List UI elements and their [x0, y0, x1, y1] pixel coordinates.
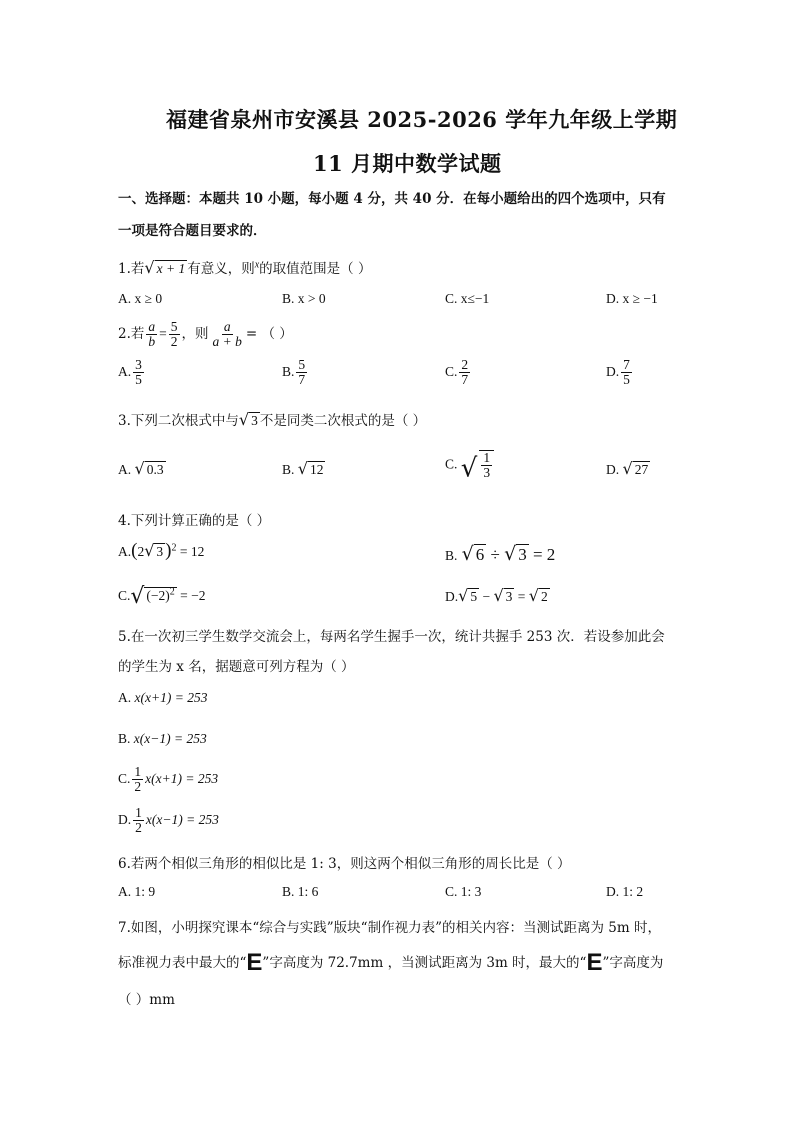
q3-radicand: 3 — [251, 413, 258, 428]
q2-option-c[interactable] — [445, 358, 472, 387]
q4-option-d-radicand-1: 5 — [470, 589, 478, 604]
q4-option-c-rhs: = −2 — [180, 588, 206, 603]
q3-option-a-radicand: 0.3 — [146, 462, 164, 477]
page-title-line2: 11 月期中数学试题 — [313, 151, 502, 176]
question-3: 3.下列二次根式中与√ 3 不是同类二次根式的是（ ） — [118, 410, 427, 429]
q2-option-b-label: B. — [282, 363, 295, 379]
q2-frac2-num: 5 — [170, 319, 178, 334]
q5-option-c-label: C. — [118, 770, 131, 786]
question-7-line3: （ ）mm — [118, 992, 175, 1008]
question-6: 6.若两个相似三角形的相似比是 1: 3，则这两个相似三角形的周长比是（ ） — [118, 856, 571, 872]
question-1 — [118, 257, 371, 277]
q4-option-d-op: − — [482, 589, 491, 604]
q1-radicand: x + 1 — [156, 261, 186, 276]
q1-suffix: 的取值范围是（ ） — [259, 261, 372, 277]
q3-suffix: 不是同类二次根式的是（ ） — [259, 413, 427, 429]
q2-option-b[interactable] — [282, 358, 309, 387]
q4-option-a-radicand: 3 — [156, 544, 164, 559]
q2-frac2-den: 2 — [170, 334, 178, 350]
q3-option-d-label: D. — [606, 462, 620, 477]
q2-option-d-den: 5 — [623, 372, 630, 388]
q2-suffix: = （ ） — [245, 326, 293, 343]
question-4: 4.下列计算正确的是（ ） — [118, 513, 271, 529]
q4-option-d-radicand-3: 2 — [540, 589, 548, 604]
q4-option-a-label: A. — [118, 544, 132, 559]
q6-option-a[interactable]: A. 1: 9 — [118, 884, 156, 899]
question-7-line1: 7.如图，小明探究课本“综合与实践”版块“制作视力表”的相关内容：当测试距离为 5m 时， — [118, 920, 661, 936]
q5-option-a-expr: x(x+1) = 253 — [134, 690, 208, 705]
q3-option-c-num: 1 — [483, 450, 491, 465]
q5-option-d-label: D. — [118, 811, 132, 827]
question-5-line2: 的学生为 x 名，据题意可列方程为（ ） — [118, 659, 355, 675]
q1-mid: 有意义，则 — [187, 261, 255, 277]
q2-option-c-label: C. — [445, 363, 458, 379]
q2-option-a[interactable] — [118, 358, 146, 387]
q4-option-d[interactable]: D.√ 5 − √ 3 = √ 2 — [445, 586, 548, 605]
q2-option-a-den: 5 — [135, 372, 142, 388]
q2-frac1-den: b — [148, 334, 156, 350]
q7-line2-b: ”字高度为 72.7mm ，当测试距离为 3m 时，最大的“ — [262, 955, 587, 971]
q4-option-c[interactable]: C.√ $(-2)^2 = -2$ — [118, 584, 206, 609]
q2-option-c-den: 7 — [461, 372, 469, 388]
q5-option-d-expr: x(x−1) = 253 — [145, 811, 219, 827]
q2-option-c-num: 2 — [461, 357, 469, 372]
q2-option-b-den: 7 — [298, 372, 306, 388]
q6-option-c[interactable]: C. 1: 3 — [445, 884, 482, 899]
q6-option-b[interactable]: B. 1: 6 — [282, 884, 319, 899]
q4-option-b-radicand-1: 6 — [475, 545, 485, 564]
q4-option-d-radicand-2: 3 — [505, 589, 513, 604]
q2-option-a-num: 3 — [135, 357, 142, 372]
e-letter-icon: E — [246, 949, 263, 976]
q2-option-b-num: 5 — [298, 357, 306, 372]
q4-option-a-exp: 2 — [171, 542, 177, 554]
q4-option-c-label: C. — [118, 588, 131, 603]
q5-option-b-label: B. — [118, 731, 131, 746]
q3-option-a-label: A. — [118, 462, 132, 477]
q4-option-b[interactable]: B. √ 6 ÷ √ 3 = 2 — [445, 543, 556, 565]
q1-sqrt: √ x + 1 — [144, 258, 186, 277]
q1-option-b[interactable]: B. x > 0 — [282, 291, 326, 306]
q2-option-a-label: A. — [118, 363, 132, 379]
q2-eq: = — [159, 326, 167, 342]
q4-option-b-radicand-2: 3 — [518, 545, 527, 564]
q3-option-b-radicand: 12 — [309, 462, 324, 477]
q5-option-c-expr: x(x+1) = 253 — [145, 770, 219, 786]
q5-option-a-label: A. — [118, 690, 132, 705]
q5-option-c-den: 2 — [134, 779, 142, 795]
q5-option-b-expr: x(x−1) = 253 — [133, 731, 207, 746]
q6-option-d[interactable]: D. 1: 2 — [606, 884, 644, 899]
section-heading-line2: 一项是符合题目要求的． — [118, 223, 267, 239]
q3-option-d[interactable]: D. √ 27 — [606, 459, 649, 478]
q4-option-b-label: B. — [445, 548, 458, 563]
q1-var: x — [254, 259, 260, 271]
q2-option-d[interactable] — [606, 358, 634, 387]
q5-option-b[interactable] — [118, 731, 207, 747]
q4-option-a-rhs: = 12 — [179, 544, 205, 559]
q3-option-b-label: B. — [282, 462, 295, 477]
q4-option-b-rhs: = 2 — [532, 545, 556, 564]
q3-option-c-den: 3 — [483, 465, 491, 481]
e-letter-icon-2: E — [586, 949, 603, 976]
question-5-line1: 5.在一次初三学生数学交流会上，每两名学生握手一次，统计共握手 253 次．若设参加此会 — [118, 629, 665, 645]
q2-frac3-num: a — [223, 319, 231, 334]
q7-line2-c: ”字高度为 — [602, 955, 664, 971]
q2-frac1-num: a — [148, 319, 156, 334]
q1-option-a[interactable]: A. x ≥ 0 — [118, 291, 163, 306]
q2-option-d-label: D. — [606, 363, 620, 379]
q1-option-c[interactable]: C. x≤−1 — [445, 291, 490, 306]
q4-option-c-exp: 2 — [169, 586, 175, 598]
q4-option-a[interactable]: A.(2√ 3 )$^2$ = 12 — [118, 540, 205, 561]
q5-option-d-den: 2 — [135, 820, 142, 836]
q3-option-b[interactable]: B. √ 12 — [282, 459, 324, 478]
q5-option-c-num: 1 — [134, 764, 142, 779]
q7-line2-a: 标准视力表中最大的“ — [118, 955, 247, 971]
q5-option-d[interactable] — [118, 806, 219, 835]
q4-option-d-label: D. — [445, 589, 459, 604]
q5-option-c[interactable] — [118, 765, 218, 794]
q2-prefix: 2.若 — [118, 326, 145, 343]
question-2 — [118, 320, 293, 349]
q5-option-d-num: 1 — [135, 805, 142, 820]
q5-option-a[interactable] — [118, 690, 207, 706]
q4-option-a-coef: 2 — [137, 544, 145, 559]
q1-option-d[interactable]: D. x ≥ −1 — [606, 291, 658, 306]
q2-mid: ，则 — [181, 326, 209, 343]
q1-prefix: 1.若 — [118, 261, 145, 277]
q3-option-d-radicand: 27 — [634, 462, 649, 477]
q3-option-c-label: C. — [445, 456, 458, 472]
q4-option-d-eq: = — [517, 589, 526, 604]
q4-option-c-inner: (−2) — [146, 588, 170, 603]
section-heading-line1: 一、选择题：本题共 10 小题，每小题 4 分，共 40 分．在每小题给出的四个选项中，只有 — [118, 191, 666, 207]
page-title-line1: 福建省泉州市安溪县 2025-2026 学年九年级上学期 — [166, 107, 678, 132]
q2-frac3-den: a + b — [212, 334, 242, 350]
q2-option-d-num: 7 — [623, 357, 630, 372]
question-7-line2 — [118, 949, 663, 977]
q3-prefix: 3.下列二次根式中与 — [118, 413, 239, 429]
q4-option-b-op: ÷ — [490, 545, 500, 564]
q3-option-a[interactable]: A. √ 0.3 — [118, 459, 164, 478]
q3-option-c[interactable]: C. √ $\frac{1}{3}$ — [445, 450, 496, 483]
